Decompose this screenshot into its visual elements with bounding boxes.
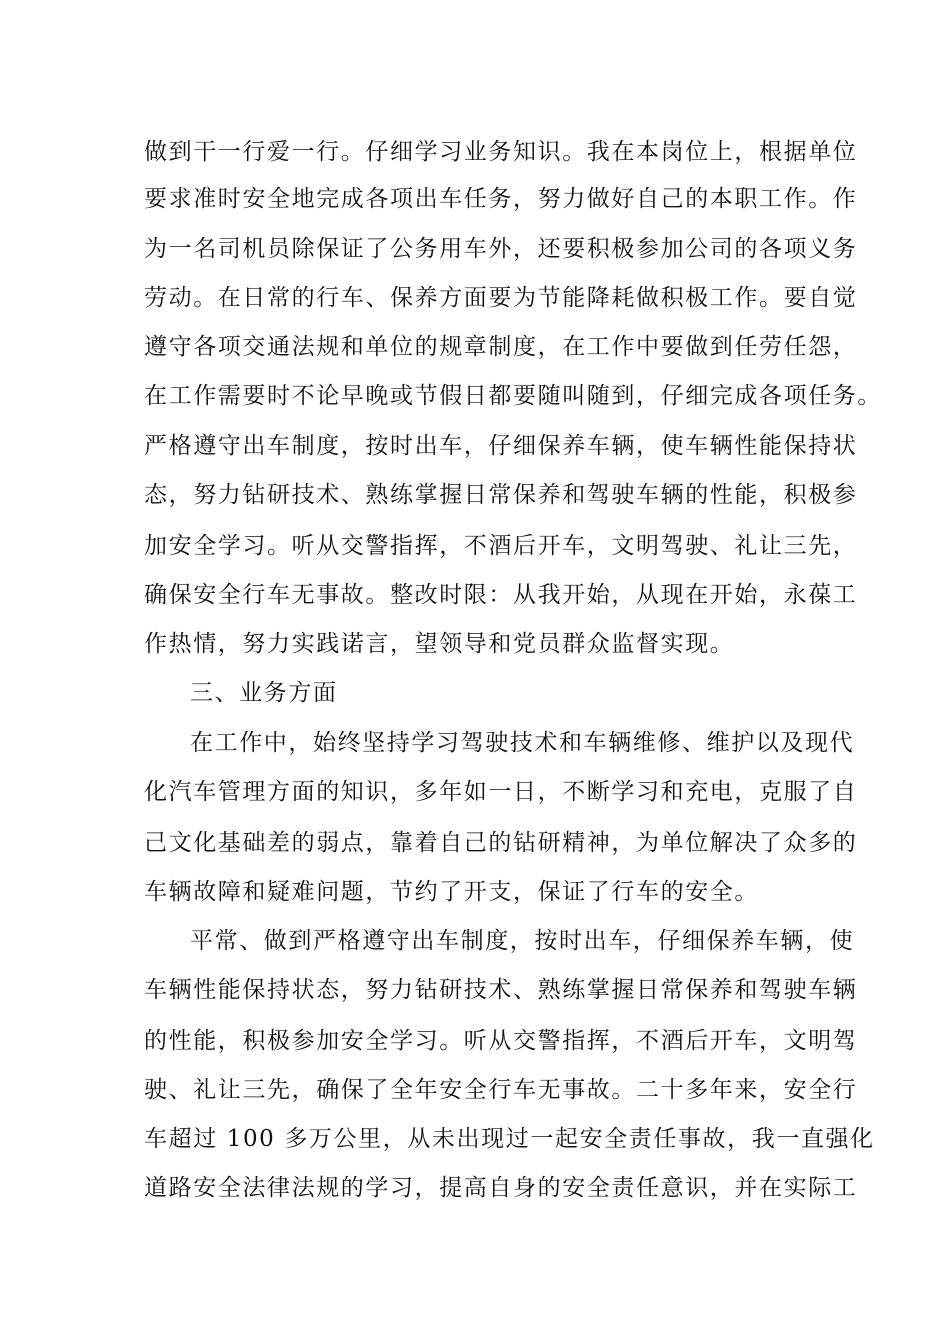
text-line: 为一名司机员除保证了公务用车外，还要积极参加公司的各项义务 bbox=[144, 236, 858, 262]
text-line: 的性能，积极参加安全学习。听从交警指挥，不酒后开车，文明驾 bbox=[144, 1028, 858, 1054]
text-line: 道路安全法律法规的学习，提高自身的安全责任意识，并在实际工 bbox=[144, 1175, 858, 1201]
text-line: 己文化基础差的弱点，靠着自己的钻研精神，为单位解决了众多的 bbox=[144, 830, 858, 856]
text-line: 严格遵守出车制度，按时出车，仔细保养车辆，使车辆性能保持状 bbox=[144, 433, 858, 459]
text-line: 做到干一行爱一行。仔细学习业务知识。我在本岗位上，根据单位 bbox=[144, 139, 858, 165]
text-line: 车辆性能保持状态，努力钻研技术、熟练掌握日常保养和驾驶车辆 bbox=[144, 977, 858, 1003]
text-line: 车辆故障和疑难问题，节约了开支，保证了行车的安全。 bbox=[144, 879, 759, 905]
text-line: 劳动。在日常的行车、保养方面要为节能降耗做积极工作。要自觉 bbox=[144, 285, 858, 311]
text-line: 作热情，努力实践诺言，望领导和党员群众监督实现。 bbox=[144, 631, 735, 657]
paragraph-first-line: 在工作中，始终坚持学习驾驶技术和车辆维修、维护以及现代 bbox=[190, 730, 855, 756]
text-line: 要求准时安全地完成各项出车任务，努力做好自己的本职工作。作 bbox=[144, 186, 858, 212]
text-line: 化汽车管理方面的知识，多年如一日，不断学习和充电，克服了自 bbox=[144, 779, 858, 805]
text-line: 驶、礼让三先，确保了全年安全行车无事故。二十多年来，安全行 bbox=[144, 1077, 858, 1103]
text-line: 车超过 100 多万公里，从未出现过一起安全责任事故，我一直强化 bbox=[144, 1126, 875, 1152]
text-line: 态，努力钻研技术、熟练掌握日常保养和驾驶车辆的性能，积极参 bbox=[144, 482, 858, 508]
text-line: 遵守各项交通法规和单位的规章制度，在工作中要做到任劳任怨， bbox=[144, 334, 858, 360]
text-line: 在工作需要时不论早晚或节假日都要随叫随到，仔细完成各项任务。 bbox=[144, 383, 882, 409]
section-heading: 三、业务方面 bbox=[190, 680, 338, 706]
text-line: 确保安全行车无事故。整改时限：从我开始，从现在开始，永葆工 bbox=[144, 582, 858, 608]
paragraph-first-line: 平常、做到严格遵守出车制度，按时出车，仔细保养车辆，使 bbox=[190, 928, 855, 954]
text-line: 加安全学习。听从交警指挥，不酒后开车，文明驾驶、礼让三先， bbox=[144, 533, 858, 559]
